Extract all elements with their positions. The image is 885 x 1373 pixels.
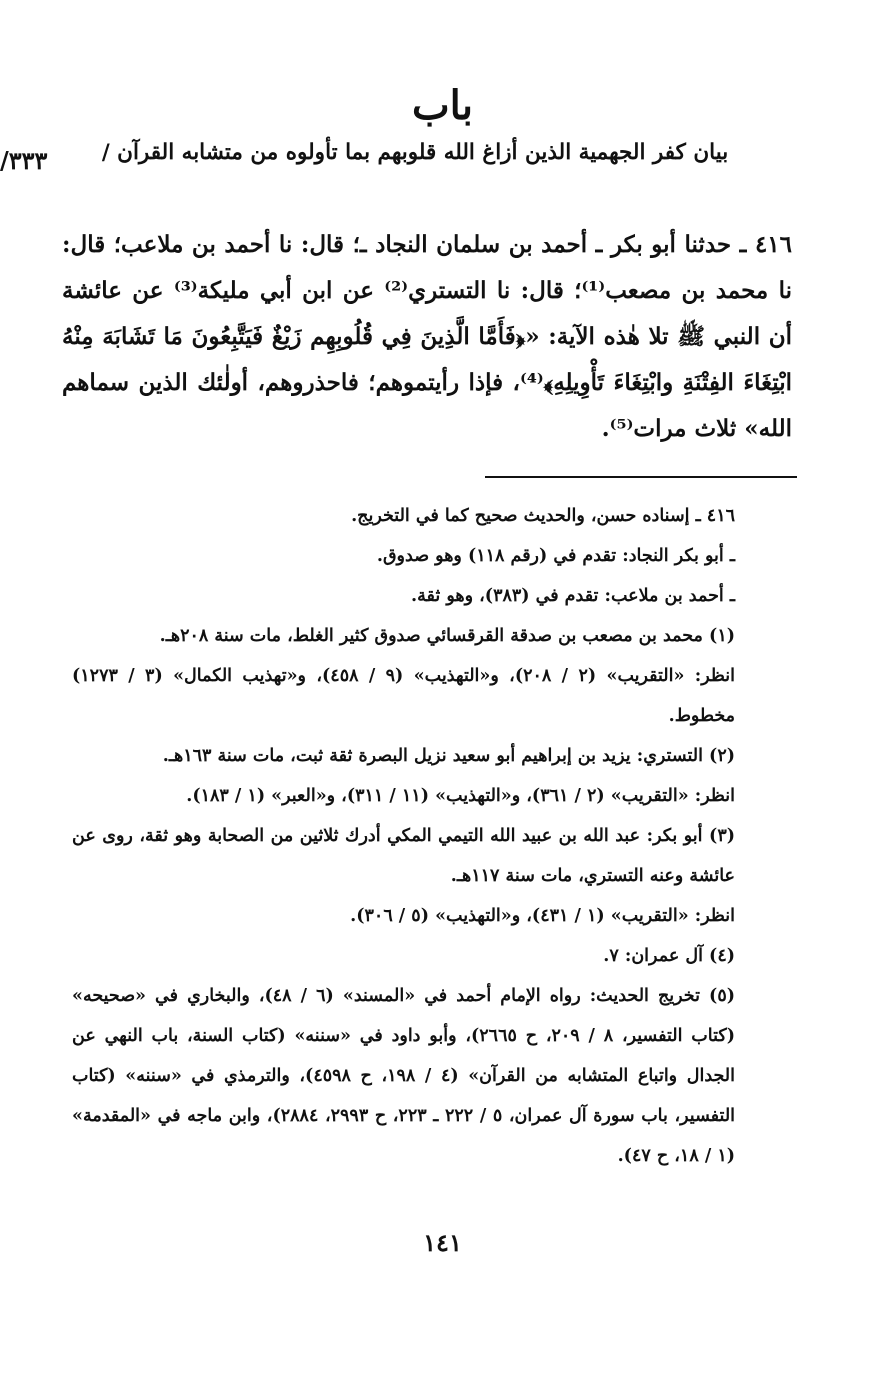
hadith-text-block	[62, 222, 792, 452]
footnote-line: ٤١٦ ـ إسناده حسن، والحديث صحيح كما في التخريج.	[351, 506, 735, 526]
footnote-divider	[485, 476, 797, 478]
footnote-line: (١) محمد بن مصعب بن صدقة القرقسائي صدوق كثير الغلط، مات سنة ٢٠٨هـ.	[159, 626, 735, 646]
chapter-title: بيان كفر الجهمية الذين أزاغ الله قلوبهم بما تأولوه من متشابه القرآن /	[101, 140, 729, 165]
footnote-line: (٢) التستري: يزيد بن إبراهيم أبو سعيد نزيل البصرة ثقة ثبت، مات سنة ١٦٣هـ.	[162, 746, 735, 766]
page-number: ١٤١	[423, 1228, 462, 1257]
footnote-line: ـ أبو بكر النجاد: تقدم في (رقم ١١٨) وهو صدوق.	[376, 546, 735, 566]
footnote-line: انظر: «التقريب» (٢ / ٣٦١)، و«التهذيب» (١١ / ٣١١)، و«العبر» (١ / ١٨٣).	[186, 786, 735, 806]
margin-page-reference: /٣٣٣	[0, 146, 48, 175]
footnote-line: (٤) آل عمران: ٧.	[603, 946, 735, 966]
chapter-heading: باب	[412, 82, 473, 129]
footnote-line: (٥) تخريج الحديث: رواه الإمام أحمد في «المسند» (٦ / ٤٨)، والبخاري في «صحيحه» (كتاب التفسير، ٨ / ٢٠٩، ح ٢٦٦٥)، وأبو داود في «سننه» (كتاب السنة، باب النهي عن الجدال واتباع المتشابه من القرآن» (٤ / ١٩٨، ح ٤٥٩٨)، والترمذي في «سننه» (كتاب التفسير، باب سورة آل عمران، ٥ / ٢٢٢ ـ ٢٢٣، ح ٢٩٩٣، ٢٨٨٤)، وابن ماجه في «المقدمة» (١ / ١٨، ح ٤٧).	[72, 986, 736, 1166]
footnote-line: انظر: «التقريب» (١ / ٤٣١)، و«التهذيب» (٥ / ٣٠٦).	[350, 906, 735, 926]
footnotes	[72, 496, 805, 1176]
footnote-line: ـ أحمد بن ملاعب: تقدم في (٣٨٣)، وهو ثقة.	[411, 586, 735, 606]
footnote-line: انظر: «التقريب» (٢ / ٢٠٨)، و«التهذيب» (٩ / ٤٥٨)، و«تهذيب الكمال» (٣ / ١٢٧٣) مخطوط.	[72, 666, 735, 726]
hadith-paragraph: ٤١٦ ـ حدثنا أبو بكر ـ أحمد بن سلمان النجاد ـ؛ قال: نا أحمد بن ملاعب؛ قال: نا محمد بن مصعب⁽¹⁾؛ قال: نا التستري⁽²⁾ عن ابن أبي مليكة⁽³⁾ عن عائشة أن النبي ﷺ تلا هٰذه الآية: «﴿فَأَمَّا الَّذِينَ فِي قُلُوبِهِم زَيْغٌ فَيَتَّبِعُونَ مَا تَشَابَهَ مِنْهُ ابْتِغَاءَ الفِتْنَةِ وابْتِغَاءَ تَأْوِيلِهِ﴾⁽⁴⁾، فإذا رأيتموهم؛ فاحذروهم، أولٰئك الذين سماهم الله» ثلاث مرات⁽⁵⁾.	[62, 231, 793, 442]
footnote-line: (٣) أبو بكر: عبد الله بن عبيد الله التيمي المكي أدرك ثلاثين من الصحابة وهو ثقة، روى عن عائشة وعنه التستري، مات سنة ١١٧هـ.	[72, 826, 735, 886]
